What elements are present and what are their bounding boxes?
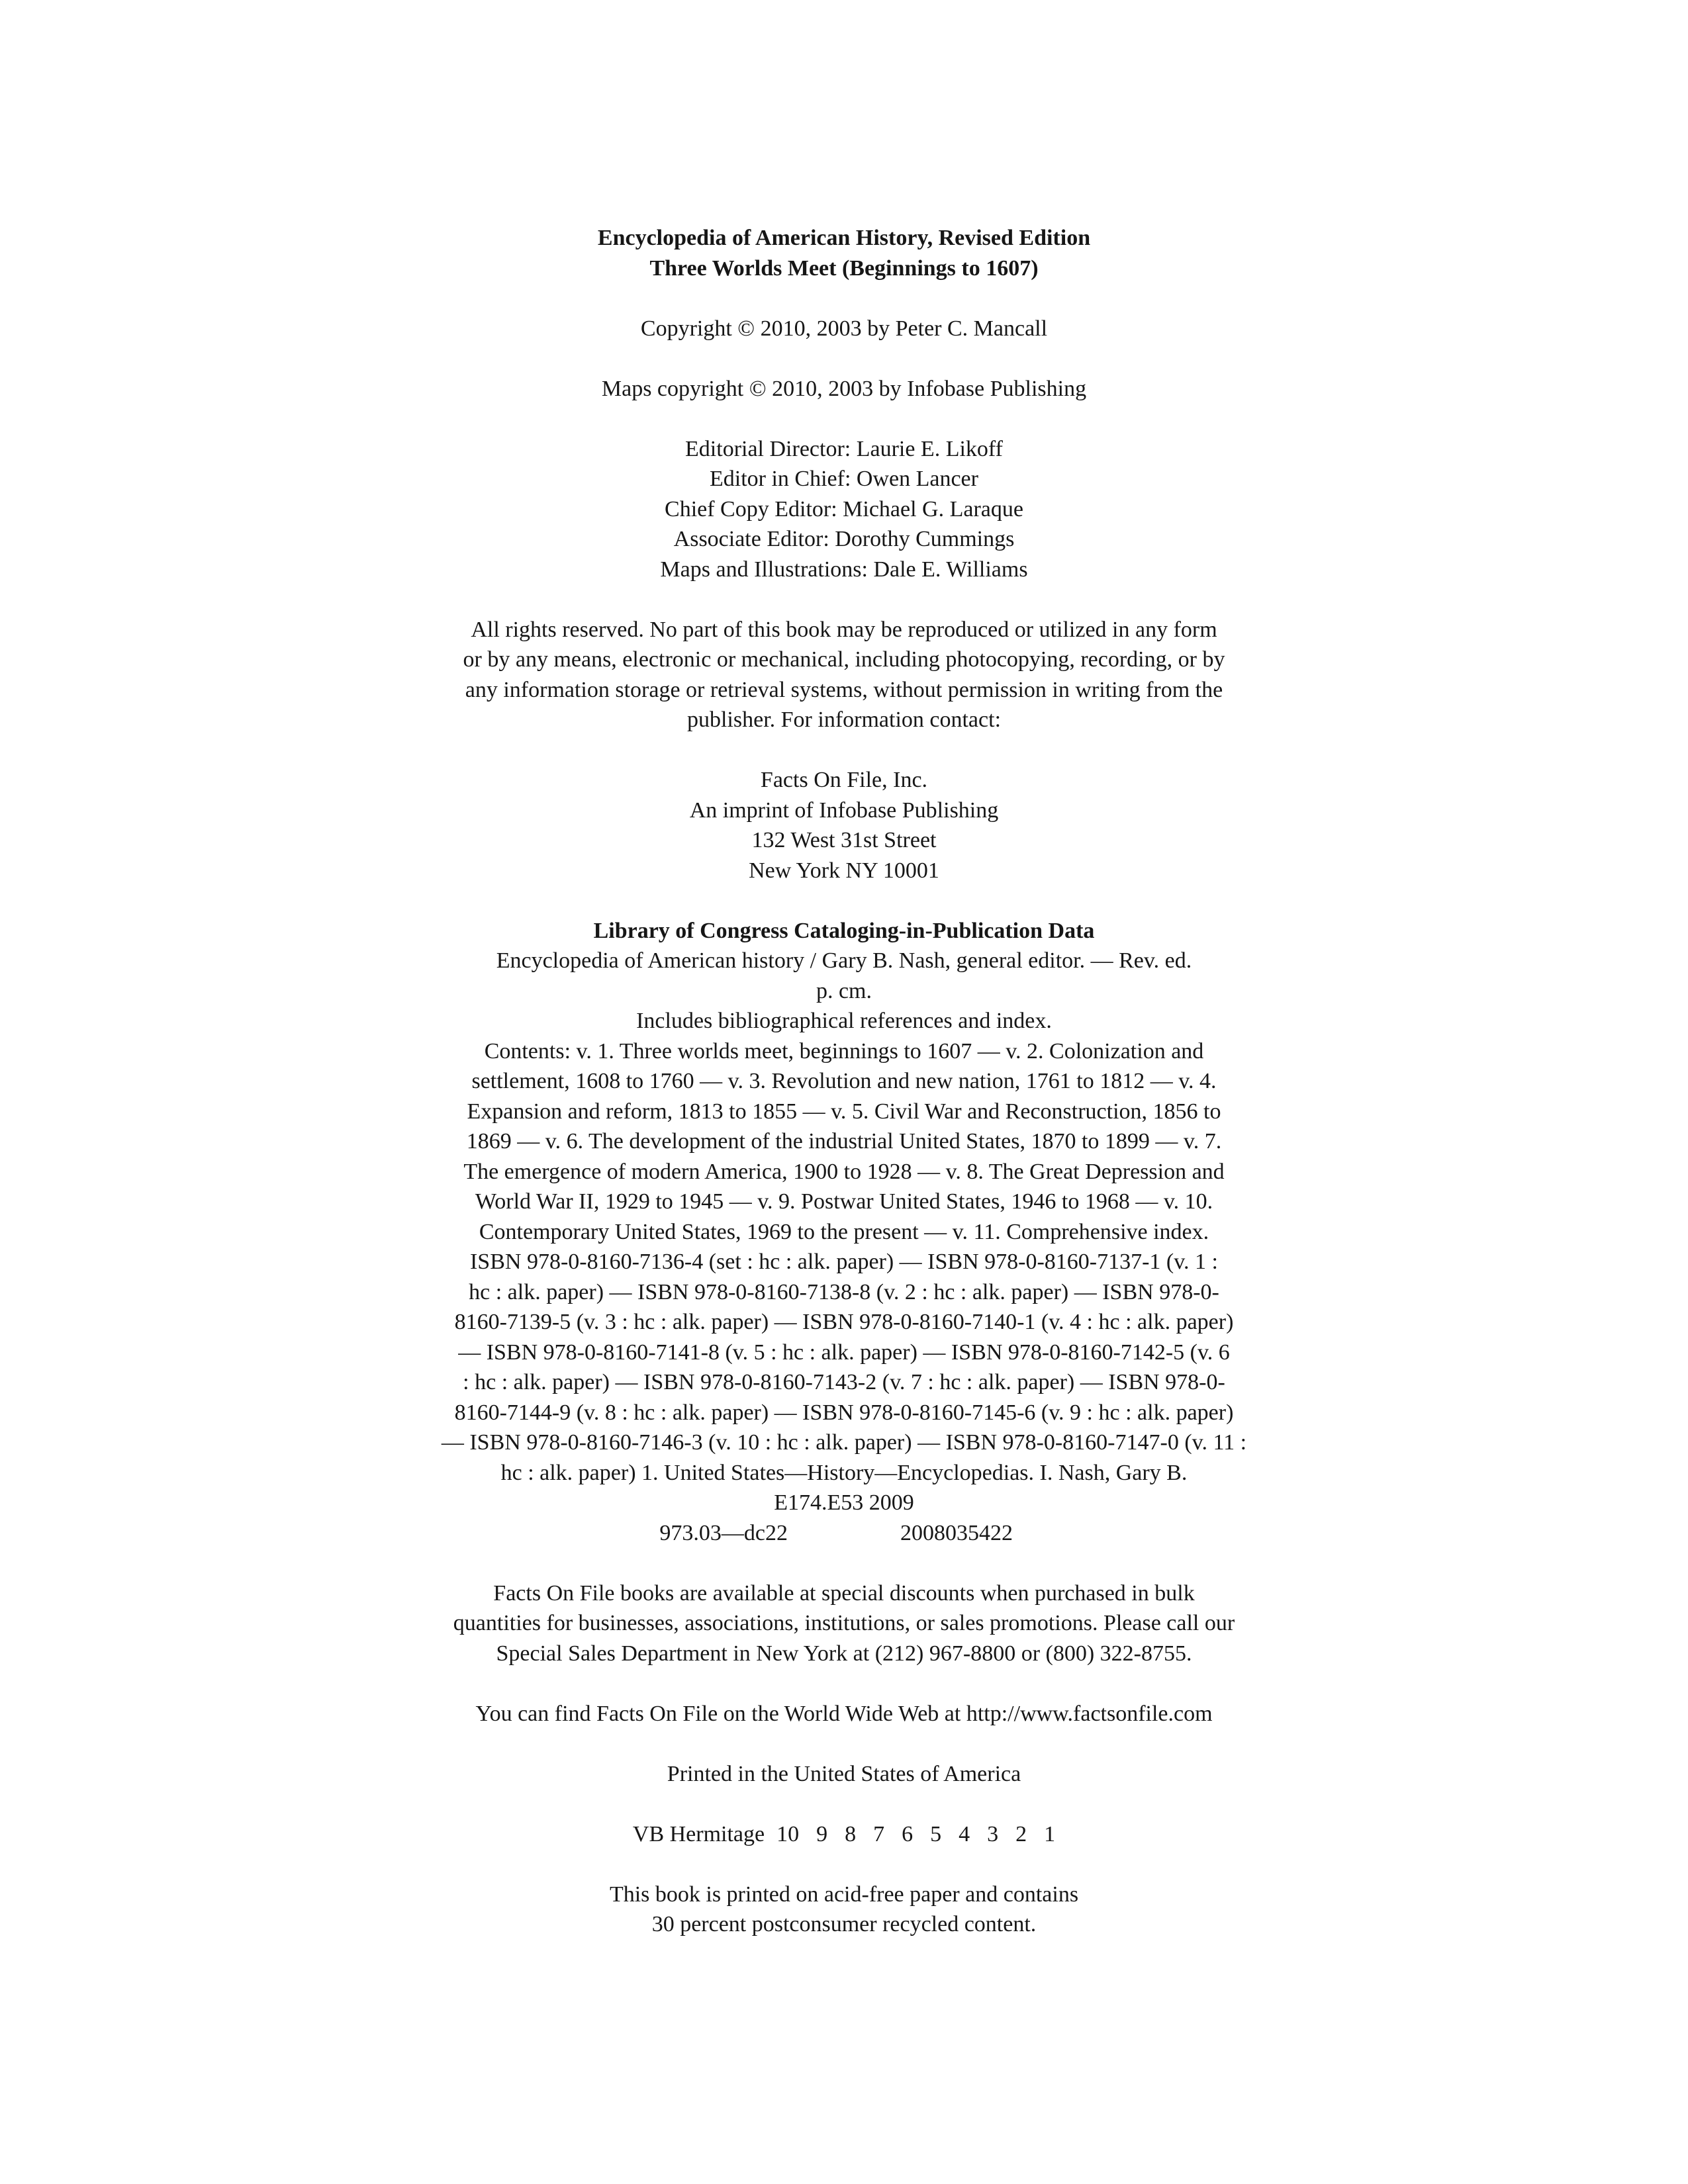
address-line: New York NY 10001	[749, 858, 939, 883]
credit-line: Editor in Chief: Owen Lancer	[710, 467, 978, 491]
rights-line: or by any means, electronic or mechanical, including photocopying, recording, or by	[463, 647, 1225, 672]
paper-note-line: 30 percent postconsumer recycled content.	[651, 1912, 1037, 1936]
cip-line: p. cm.	[816, 978, 872, 1003]
cip-line: settlement, 1608 to 1760 — v. 3. Revolution and new nation, 1761 to 1812 — v. 4.	[471, 1069, 1217, 1093]
cip-block	[371, 916, 1317, 1549]
title-block	[371, 223, 1317, 283]
cip-line: World War II, 1929 to 1945 — v. 9. Postwar United States, 1946 to 1968 — v. 10.	[475, 1189, 1213, 1214]
address-line: An imprint of Infobase Publishing	[689, 797, 999, 823]
special-sales-line: Special Sales Department in New York at (212) 967-8800 or (800) 322-8755.	[496, 1641, 1192, 1666]
publisher-address-block	[371, 765, 1317, 886]
printing-number: 9	[816, 1821, 828, 1846]
printing-number: 8	[845, 1821, 857, 1846]
rights-line: publisher. For information contact:	[686, 707, 1002, 732]
paper-note-line: This book is printed on acid-free paper and contains	[609, 1882, 1079, 1907]
cip-line: Contemporary United States, 1969 to the present — v. 11. Comprehensive index.	[479, 1219, 1209, 1244]
cip-line: Includes bibliographical references and index.	[636, 1009, 1052, 1033]
rights-line: any information storage or retrieval systems, without permission in writing from the	[465, 677, 1223, 702]
printing-number: 4	[959, 1821, 970, 1846]
special-sales-block	[371, 1578, 1317, 1669]
cip-line: The emergence of modern America, 1900 to 1928 — v. 8. The Great Depression and	[463, 1159, 1225, 1184]
volume-title: Three Worlds Meet (Beginnings to 1607)	[649, 255, 1039, 281]
paper-note-block	[371, 1880, 1317, 1940]
printed-line: Printed in the United States of America	[667, 1761, 1021, 1786]
copyright-block	[371, 314, 1317, 344]
printing-number: 2	[1015, 1821, 1027, 1846]
cip-line: hc : alk. paper) 1. United States—History—Encyclopedias. I. Nash, Gary B.	[500, 1460, 1188, 1485]
cip-line: Contents: v. 1. Three worlds meet, beginnings to 1607 — v. 2. Colonization and	[484, 1038, 1204, 1064]
maps-copyright-line: Maps copyright © 2010, 2003 by Infobase Publishing	[601, 376, 1087, 401]
credit-line: Editorial Director: Laurie E. Likoff	[685, 436, 1003, 461]
page-content	[371, 223, 1317, 1940]
credit-line: Chief Copy Editor: Michael G. Laraque	[665, 496, 1023, 522]
printing-number: 3	[987, 1821, 999, 1846]
printed-block	[371, 1759, 1317, 1790]
special-sales-line: quantities for businesses, associations, institutions, or sales promotions. Please call our	[453, 1611, 1235, 1635]
cip-line: E174.E53 2009	[774, 1490, 914, 1515]
cip-line: Expansion and reform, 1813 to 1855 — v. 5. Civil War and Reconstruction, 1856 to	[467, 1099, 1221, 1124]
credit-line: Maps and Illustrations: Dale E. Williams	[660, 557, 1028, 582]
cip-line: ISBN 978-0-8160-7136-4 (set : hc : alk. paper) — ISBN 978-0-8160-7137-1 (v. 1 :	[469, 1250, 1218, 1274]
printing-number: 7	[873, 1821, 885, 1846]
cip-line: hc : alk. paper) — ISBN 978-0-8160-7138-8 (v. 2 : hc : alk. paper) — ISBN 978-0-	[469, 1279, 1219, 1304]
printing-number: 6	[902, 1821, 914, 1846]
rights-block	[371, 615, 1317, 735]
printing-number: 10	[776, 1821, 800, 1846]
cip-heading: Library of Congress Cataloging-in-Publication Data	[593, 918, 1095, 943]
printer-code: VB Hermitage	[632, 1821, 765, 1846]
cip-classification-row	[371, 1518, 1317, 1549]
rights-line: All rights reserved. No part of this book may be reproduced or utilized in any form	[471, 617, 1217, 642]
cip-line: 1869 — v. 6. The development of the industrial United States, 1870 to 1899 — v. 7.	[466, 1129, 1222, 1154]
cip-line: — ISBN 978-0-8160-7146-3 (v. 10 : hc : alk. paper) — ISBN 978-0-8160-7147-0 (v. 11 :	[441, 1430, 1247, 1455]
cip-line: : hc : alk. paper) — ISBN 978-0-8160-7143-2 (v. 7 : hc : alk. paper) — ISBN 978-0-	[463, 1370, 1225, 1394]
printing-number: 1	[1044, 1821, 1056, 1846]
cip-line: 8160-7139-5 (v. 3 : hc : alk. paper) — ISBN 978-0-8160-7140-1 (v. 4 : hc : alk. paper)	[454, 1310, 1234, 1334]
special-sales-line: Facts On File books are available at special discounts when purchased in bulk	[493, 1580, 1195, 1606]
printer-key-line	[371, 1819, 1317, 1850]
web-block	[371, 1699, 1317, 1729]
printing-number: 5	[930, 1821, 942, 1846]
address-line: 132 West 31st Street	[751, 828, 937, 852]
copyright-line: Copyright © 2010, 2003 by Peter C. Mancall	[640, 316, 1048, 341]
address-line: Facts On File, Inc.	[760, 768, 928, 792]
print-line-block	[371, 1819, 1317, 1850]
credit-line: Associate Editor: Dorothy Cummings	[673, 527, 1015, 551]
cip-line: — ISBN 978-0-8160-7141-8 (v. 5 : hc : alk. paper) — ISBN 978-0-8160-7142-5 (v. 6	[458, 1340, 1230, 1365]
lccn-number: 2008035422	[900, 1520, 1013, 1545]
dewey-classification: 973.03—dc22	[659, 1520, 788, 1545]
book-title: Encyclopedia of American History, Revised Edition	[597, 226, 1091, 250]
web-line: You can find Facts On File on the World Wide Web at http://www.factsonfile.com	[475, 1701, 1213, 1726]
credits-block	[371, 434, 1317, 585]
cip-line: Encyclopedia of American history / Gary B. Nash, general editor. — Rev. ed.	[496, 948, 1192, 973]
maps-copyright-block	[371, 374, 1317, 404]
cip-line: 8160-7144-9 (v. 8 : hc : alk. paper) — ISBN 978-0-8160-7145-6 (v. 9 : hc : alk. paper)	[454, 1400, 1234, 1425]
